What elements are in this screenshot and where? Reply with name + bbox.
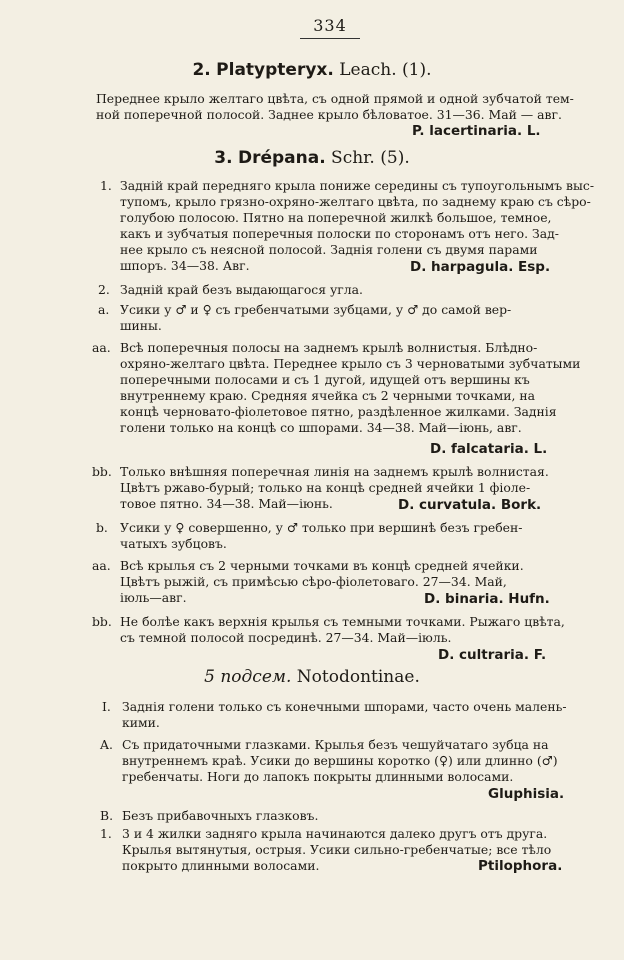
- heading-author: Schr. (5).: [325, 148, 410, 168]
- key-marker: b.: [96, 520, 108, 535]
- text-line: чатыхъ зубцовъ.: [120, 536, 227, 551]
- species-name: D. cultraria. F.: [438, 647, 547, 663]
- text-line: концѣ черновато-фіолетовое пятно, раздѣленное жилками. Заднія: [120, 404, 557, 419]
- text-line: кими.: [122, 715, 160, 730]
- key-marker: 1.: [100, 178, 112, 193]
- heading-subfamily-name: Notodontinae.: [291, 667, 420, 687]
- text-line: Не болѣе какъ верхнія крылья съ темными точками. Рыжаго цвѣта,: [120, 614, 565, 629]
- text-line: какъ и зубчатыя поперечныя полоски по сторонамъ отъ него. Зад-: [120, 226, 559, 241]
- text-line: Съ придаточными глазками. Крылья безъ чешуйчатаго зубца на: [122, 737, 549, 752]
- text-line: Крылья вытянутыя, острыя. Усики сильно-гребенчатые; все тѣло: [122, 842, 552, 857]
- heading-author: Leach. (1).: [333, 60, 432, 80]
- text-line: Только внѣшняя поперечная линія на заднемъ крылѣ волнистая.: [120, 464, 549, 479]
- heading-genus-name: Drépana.: [237, 148, 326, 168]
- species-name: D. curvatula. Bork.: [398, 497, 542, 513]
- genus-heading-platypteryx: [0, 60, 624, 80]
- text-line: тупомъ, крыло грязно-охряно-желтаго цвѣта, по заднему краю съ сѣро-: [120, 194, 591, 209]
- heading-genus-name: Platypteryx.: [216, 60, 334, 80]
- text-line: Всѣ крылья съ 2 черными точками въ концѣ средней ячейки.: [120, 558, 524, 573]
- text-line: 3 и 4 жилки задняго крыла начинаются далеко другъ отъ друга.: [122, 826, 548, 841]
- text-line: Усики у ♂ и ♀ съ гребенчатыми зубцами, у ♂ до самой вер-: [120, 302, 512, 317]
- key-marker: bb.: [92, 614, 112, 629]
- text-line: Переднее крыло желтаго цвѣта, съ одной прямой и одной зубчатой тем-: [96, 91, 574, 106]
- page-number-rule: [300, 38, 360, 39]
- text-line: покрыто длинными волосами.: [122, 858, 320, 873]
- genus-heading-drepana: [0, 148, 624, 168]
- text-line: съ темной полосой посрединѣ. 27—34. Май—іюль.: [120, 630, 452, 645]
- text-line: Безъ прибавочныхъ глазковъ.: [122, 808, 319, 823]
- key-marker: B.: [100, 808, 114, 823]
- species-name: D. falcataria. L.: [430, 441, 548, 457]
- text-line: Задній край безъ выдающагося угла.: [120, 282, 363, 297]
- page-number: 334: [313, 16, 347, 35]
- genus-name: Ptilophora.: [478, 858, 563, 874]
- text-line: нее крыло съ неясной полосой. Заднія голени съ двумя парами: [120, 242, 538, 257]
- text-line: Задній край передняго крыла пониже середины съ тупоугольнымъ выс-: [120, 178, 595, 193]
- text-line: товое пятно. 34—38. Май—іюнь.: [120, 496, 333, 511]
- text-line: охряно-желтаго цвѣта. Переднее крыло съ 3 черноватыми зубчатыми: [120, 356, 581, 371]
- key-marker: A.: [100, 737, 113, 752]
- text-line: внутреннему краю. Средняя ячейка съ 2 черными точками, на: [120, 388, 536, 403]
- key-marker: I.: [102, 699, 111, 714]
- text-line: Всѣ поперечныя полосы на заднемъ крылѣ волнистыя. Блѣдно-: [120, 340, 538, 355]
- text-line: шины.: [120, 318, 162, 333]
- text-line: ной поперечной полосой. Заднее крыло бѣловатое. 31—36. Май — авг.: [96, 107, 562, 122]
- key-marker: aa.: [92, 340, 111, 355]
- heading-number: 3.: [214, 148, 233, 168]
- text-line: Заднія голени только съ конечными шпорами, часто очень малень-: [122, 699, 567, 714]
- text-line: внутреннемъ краѣ. Усики до вершины коротко (♀) или длинно (♂): [122, 753, 558, 768]
- text-line: іюль—авг.: [120, 590, 187, 605]
- subfamily-heading-notodontinae: [0, 667, 624, 687]
- key-marker: 2.: [98, 282, 110, 297]
- key-marker: a.: [98, 302, 110, 317]
- text-line: гребенчаты. Ноги до лапокъ покрыты длинными волосами.: [122, 769, 514, 784]
- species-name: D. binaria. Hufn.: [424, 591, 550, 607]
- key-marker: 1.: [100, 826, 112, 841]
- text-line: голени только на концѣ со шпорами. 34—38. Май—іюнь, авг.: [120, 420, 522, 435]
- text-line: поперечными полосами и съ 1 дугой, идущей отъ вершины къ: [120, 372, 530, 387]
- key-marker: aa.: [92, 558, 111, 573]
- text-line: Цвѣтъ ржаво-бурый; только на концѣ средней ячейки 1 фіоле-: [120, 480, 531, 495]
- text-line: Цвѣтъ рыжій, съ примѣсью сѣро-фіолетоваго. 27—34. Май,: [120, 574, 507, 589]
- key-marker: bb.: [92, 464, 112, 479]
- genus-name: Gluphisia.: [488, 786, 565, 802]
- heading-number: 2.: [192, 60, 211, 80]
- text-line: Усики у ♀ совершенно, у ♂ только при вершинѣ безъ гребен-: [120, 520, 523, 535]
- heading-subfamily-label: 5 подсем.: [204, 667, 292, 687]
- text-line: голубою полосою. Пятно на поперечной жилкѣ большое, темное,: [120, 210, 552, 225]
- species-name: D. harpagula. Esp.: [410, 259, 551, 275]
- species-name: P. lacertinaria. L.: [412, 123, 541, 139]
- text-line: шпоръ. 34—38. Авг.: [120, 258, 250, 273]
